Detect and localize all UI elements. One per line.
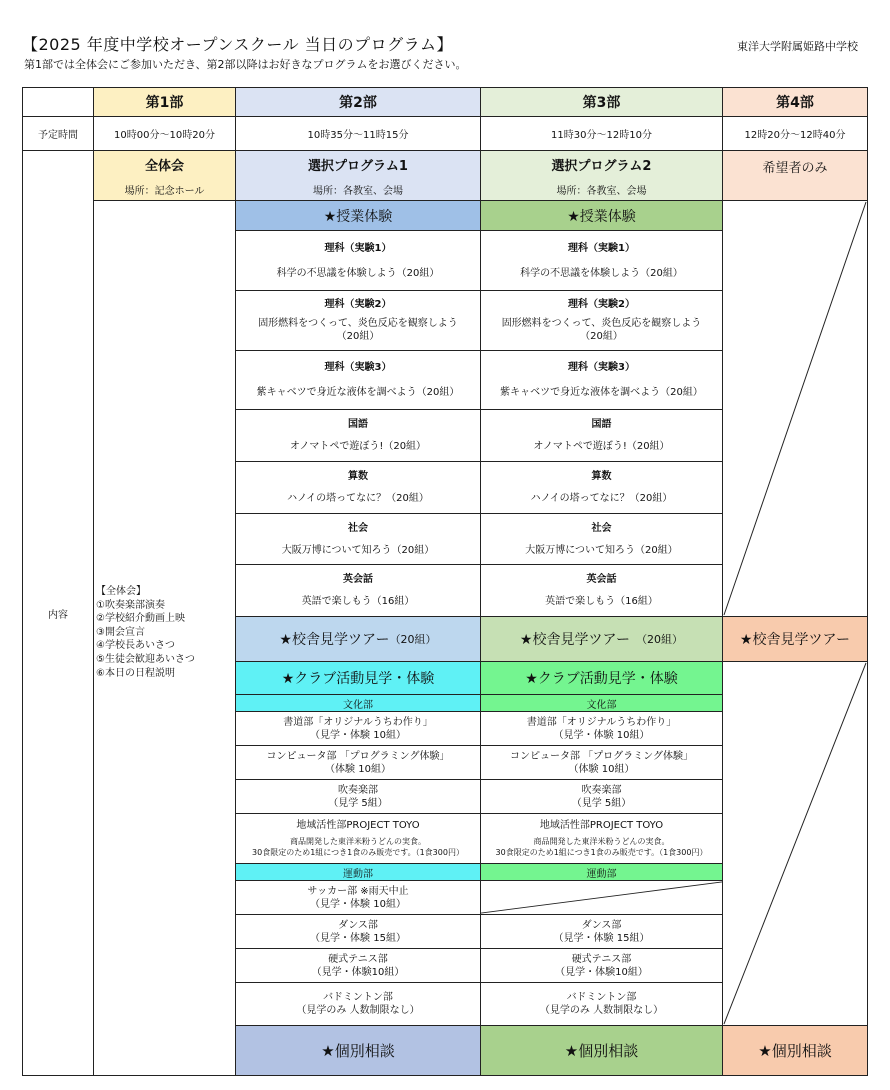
part2-club: 硬式テニス部 （見学・体験10組） (235, 948, 481, 983)
part2-heading: 選択プログラム1 (308, 158, 408, 174)
part3-lesson: 算数 ハノイの塔ってなに？（20組） (480, 461, 723, 514)
part2-lesson: 社会 大阪万博について知ろう（20組） (235, 513, 481, 565)
part3-lesson-heading: ★授業体験 (480, 200, 723, 231)
part3-club: バドミントン部 （見学のみ 人数制限なし） (480, 982, 723, 1026)
part2-lesson: 算数 ハノイの塔ってなに？（20組） (235, 461, 481, 514)
part3-empty-slot (480, 880, 723, 915)
time-part1: 10時00分～10時20分 (93, 116, 236, 151)
part2-club-heading: ★クラブ活動見学・体験 (235, 661, 481, 695)
part2-heading-cell (235, 150, 481, 201)
part1-item: ⑤生徒会歓迎あいさつ (96, 653, 195, 665)
part3-club: コンピュータ部 「プログラミング体験」 （体験 10組） (480, 745, 723, 780)
part3-lesson: 理科（実験3） 紫キャベツで身近な液体を調べよう（20組） (480, 350, 723, 410)
column-header-part3: 第3部 (480, 87, 723, 117)
part2-consult: ★個別相談 (235, 1025, 481, 1076)
part3-sports-label: 運動部 (480, 863, 723, 881)
part2-club: サッカー部 ※雨天中止 （見学・体験 10組） (235, 880, 481, 915)
content-label: 内容 (22, 150, 94, 1076)
part4-tour: ★校舎見学ツアー (722, 616, 868, 662)
part2-lesson: 理科（実験3） 紫キャベツで身近な液体を調べよう（20組） (235, 350, 481, 410)
part2-club: 吹奏楽部 （見学 5組） (235, 779, 481, 814)
part1-heading: 全体会 (144, 158, 184, 174)
part3-consult: ★個別相談 (480, 1025, 723, 1076)
school-name: 東洋大学附属姫路中学校 (737, 40, 858, 53)
part3-club: 書道部「オリジナルうちわ作り」 （見学・体験 10組） (480, 711, 723, 746)
time-part3: 11時30分～12時10分 (480, 116, 723, 151)
part2-project: 地域活性部PROJECT TOYO 商品開発した東洋米粉うどんの実食。 30食限定のため1組につき1食のみ販売です。（1食300円） (235, 813, 481, 864)
part4-empty-upper (722, 200, 868, 617)
part2-place: 場所：各教室、会場 (313, 185, 403, 197)
part3-lesson: 社会 大阪万博について知ろう（20組） (480, 513, 723, 565)
part3-lesson: 理科（実験2） 固形燃料をつくって、炎色反応を観察しよう （20組） (480, 290, 723, 351)
diagonal-line (481, 881, 722, 914)
corner-cell (22, 87, 94, 117)
part3-club: 硬式テニス部 （見学・体験10組） (480, 948, 723, 983)
page-title: 【2025 年度中学校オープンスクール 当日のプログラム】 (22, 35, 453, 54)
part2-culture-label: 文化部 (235, 694, 481, 712)
part1-item: ③開会宣言 (96, 626, 145, 638)
part4-consult: ★個別相談 (722, 1025, 868, 1076)
part3-lesson: 国語 オノマトペで遊ぼう!（20組） (480, 409, 723, 462)
part1-body (93, 200, 236, 1076)
part1-item: ④学校長あいさつ (96, 640, 175, 652)
part1-list (94, 585, 195, 680)
part2-lesson: 理科（実験1） 科学の不思議を体験しよう（20組） (235, 230, 481, 291)
part3-club: 吹奏楽部 （見学 5組） (480, 779, 723, 814)
diagonal-line (723, 201, 867, 616)
part3-culture-label: 文化部 (480, 694, 723, 712)
part1-heading-cell (93, 150, 236, 201)
part3-place: 場所：各教室、会場 (556, 185, 647, 197)
part3-tour: ★校舎見学ツアー （20組） (480, 616, 723, 662)
part4-heading: 希望者のみ (722, 150, 868, 201)
part1-item: ①吹奏楽部演奏 (96, 599, 165, 611)
part1-place: 場所：記念ホール (124, 185, 205, 197)
part2-lesson-heading: ★授業体験 (235, 200, 481, 231)
column-header-part4: 第4部 (722, 87, 868, 117)
part2-club: バドミントン部 （見学のみ 人数制限なし） (235, 982, 481, 1026)
time-part4: 12時20分～12時40分 (722, 116, 868, 151)
page-subtitle: 第1部では全体会にご参加いただき、第2部以降はお好きなプログラムをお選びください。 (24, 58, 467, 71)
part2-lesson: 国語 オノマトペで遊ぼう!（20組） (235, 409, 481, 462)
time-label: 予定時間 (22, 116, 94, 151)
part4-empty-lower (722, 661, 868, 1026)
schedule-table (22, 87, 868, 1076)
part1-item: ⑥本日の日程説明 (96, 667, 175, 679)
part2-club: コンピュータ部 「プログラミング体験」 （体験 10組） (235, 745, 481, 780)
part3-club-heading: ★クラブ活動見学・体験 (480, 661, 723, 695)
part2-lesson: 理科（実験2） 固形燃料をつくって、炎色反応を観察しよう （20組） (235, 290, 481, 351)
part2-lesson: 英会話 英語で楽しもう（16組） (235, 564, 481, 617)
part1-item: ②学校紹介動画上映 (96, 613, 185, 625)
column-header-part2: 第2部 (235, 87, 481, 117)
diagonal-line (723, 662, 867, 1025)
part3-club: ダンス部 （見学・体験 15組） (480, 914, 723, 949)
part2-club: 書道部「オリジナルうちわ作り」 （見学・体験 10組） (235, 711, 481, 746)
part3-heading-cell (480, 150, 723, 201)
part2-tour: ★校舎見学ツアー （20組） (235, 616, 481, 662)
part3-heading: 選択プログラム2 (551, 158, 652, 174)
part3-project: 地域活性部PROJECT TOYO 商品開発した東洋米粉うどんの実食。 30食限定のため1組につき1食のみ販売です。（1食300円） (480, 813, 723, 864)
part3-lesson: 英会話 英語で楽しもう（16組） (480, 564, 723, 617)
column-header-part1: 第1部 (93, 87, 236, 117)
part2-sports-label: 運動部 (235, 863, 481, 881)
part1-list-title: 【全体会】 (96, 586, 146, 597)
time-part2: 10時35分～11時15分 (235, 116, 481, 151)
page-header (22, 30, 868, 74)
part2-club: ダンス部 （見学・体験 15組） (235, 914, 481, 949)
part3-lesson: 理科（実験1） 科学の不思議を体験しよう（20組） (480, 230, 723, 291)
